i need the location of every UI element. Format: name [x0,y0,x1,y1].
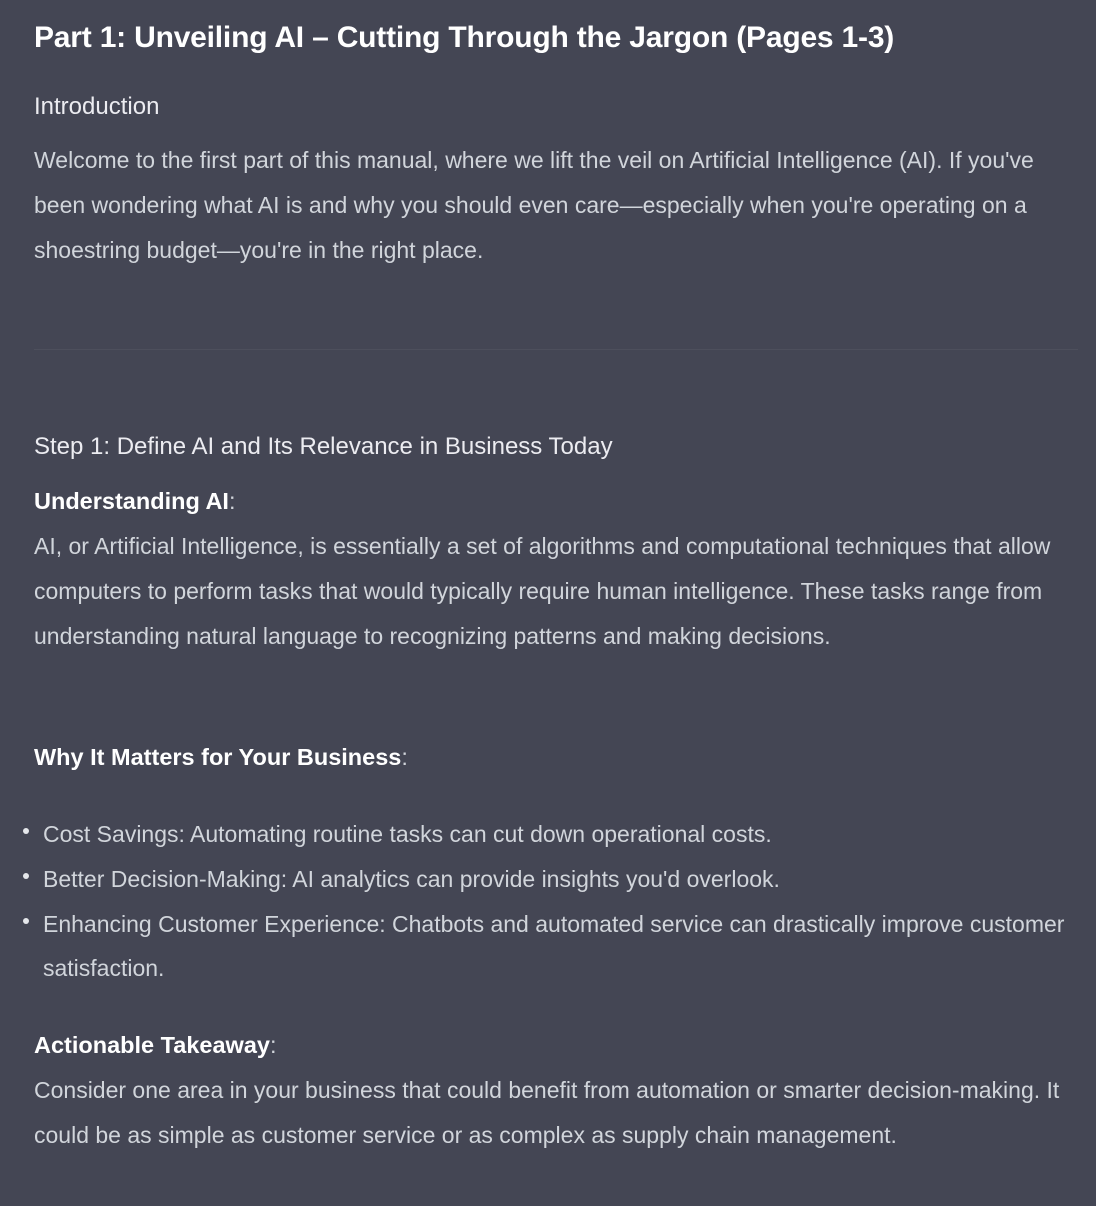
list-item-text: Cost Savings: Automating routine tasks can cut down operational costs. [43,821,772,847]
bullet-icon [23,828,29,834]
bullet-icon [23,873,29,879]
understanding-ai-label-text: Understanding AI [34,488,229,514]
actionable-takeaway-label [34,1029,277,1061]
introduction-heading: Introduction [34,93,160,120]
why-it-matters-colon: : [401,744,408,770]
actionable-takeaway-label-text: Actionable Takeaway [34,1032,270,1058]
actionable-takeaway-colon: : [269,1032,277,1058]
benefits-list [0,812,1096,991]
page-title: Part 1: Unveiling AI – Cutting Through the Jargon (Pages 1-3) [34,21,895,54]
list-item-text: Enhancing Customer Experience: Chatbots and automated service can drastically improve customer satisfaction. [43,910,1065,982]
understanding-ai-label [34,485,236,517]
introduction-paragraph: Welcome to the first part of this manual, where we lift the veil on Artificial Intelligence (AI). If you've been wondering what AI is and why you should even care—especially when you're operating on a shoestring budget—you're in the right place. [34,147,1034,263]
list-item [0,857,1078,902]
list-item-text: Better Decision-Making: AI analytics can provide insights you'd overlook. [43,865,780,892]
why-it-matters-label [34,741,408,773]
understanding-ai-colon: : [228,488,236,514]
understanding-ai-paragraph: AI, or Artificial Intelligence, is essentially a set of algorithms and computational techniques that allow computers to perform tasks that would typically require human intelligence. These tasks range from understanding natural language to recognizing patterns and making decisions. [34,533,1051,649]
step-1-heading: Step 1: Define AI and Its Relevance in Business Today [34,433,613,460]
list-item [0,902,1078,992]
actionable-takeaway-paragraph: Consider one area in your business that could benefit from automation or smarter decision-making. It could be as simple as customer service or as complex as supply chain management. [34,1077,1060,1148]
list-item [0,812,1078,857]
why-it-matters-label-text: Why It Matters for Your Business [34,744,402,770]
section-divider [34,349,1078,350]
bullet-icon [23,918,29,924]
